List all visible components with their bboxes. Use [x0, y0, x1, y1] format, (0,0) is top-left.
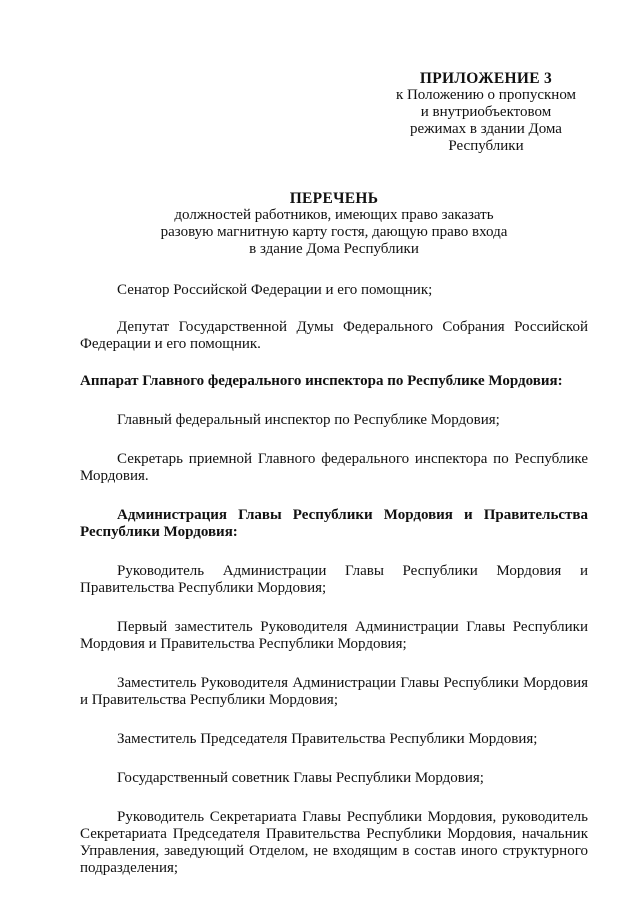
section-heading: Администрация Главы Республики Мордовия и Правительства Республики Мордовия:	[80, 507, 588, 540]
list-item: Заместитель Председателя Правительства Республики Мордовия;	[117, 731, 538, 747]
list-item: Первый заместитель Руководителя Администрации Главы Республики Мордовия и Правительства Республики Мордовия;	[80, 619, 588, 652]
list-item: Сенатор Российской Федерации и его помощник;	[117, 282, 433, 298]
appendix-line: к Положению о пропускном	[395, 87, 577, 103]
heading-line: в здание Дома Республики	[249, 241, 419, 257]
document-heading	[80, 190, 588, 258]
section-heading: Аппарат Главного федерального инспектора по Республике Мордовия:	[80, 373, 563, 389]
heading-line: должностей работников, имеющих право заказать	[174, 207, 494, 223]
appendix-title: ПРИЛОЖЕНИЕ 3	[419, 70, 553, 87]
list-item: Заместитель Руководителя Администрации Главы Республики Мордовия и Правительства Республики Мордовия;	[80, 675, 588, 708]
document-body	[80, 282, 588, 877]
heading-line: разовую магнитную карту гостя, дающую право входа	[160, 224, 508, 240]
appendix-block	[380, 70, 592, 155]
list-item: Секретарь приемной Главного федерального инспектора по Республике Мордовия.	[80, 451, 588, 484]
list-item: Главный федеральный инспектор по Республике Мордовия;	[117, 412, 500, 428]
appendix-line: Республики	[448, 138, 524, 154]
appendix-line: и внутриобъектовом	[420, 104, 552, 120]
list-item: Руководитель Секретариата Главы Республики Мордовия, руководитель Секретариата Председателя Правительства Республики Мордовия, начальник Управления, заведующий Отделом, не входящим в состав иного структурного подразделения;	[80, 809, 588, 876]
list-item: Депутат Государственной Думы Федерального Собрания Российской Федерации и его помощник.	[80, 319, 588, 352]
appendix-line: режимах в здании Дома	[410, 121, 562, 137]
heading-title: ПЕРЕЧЕНЬ	[289, 190, 379, 207]
list-item: Государственный советник Главы Республики Мордовия;	[117, 770, 484, 786]
list-item: Руководитель Администрации Главы Республики Мордовия и Правительства Республики Мордовия;	[80, 563, 588, 596]
